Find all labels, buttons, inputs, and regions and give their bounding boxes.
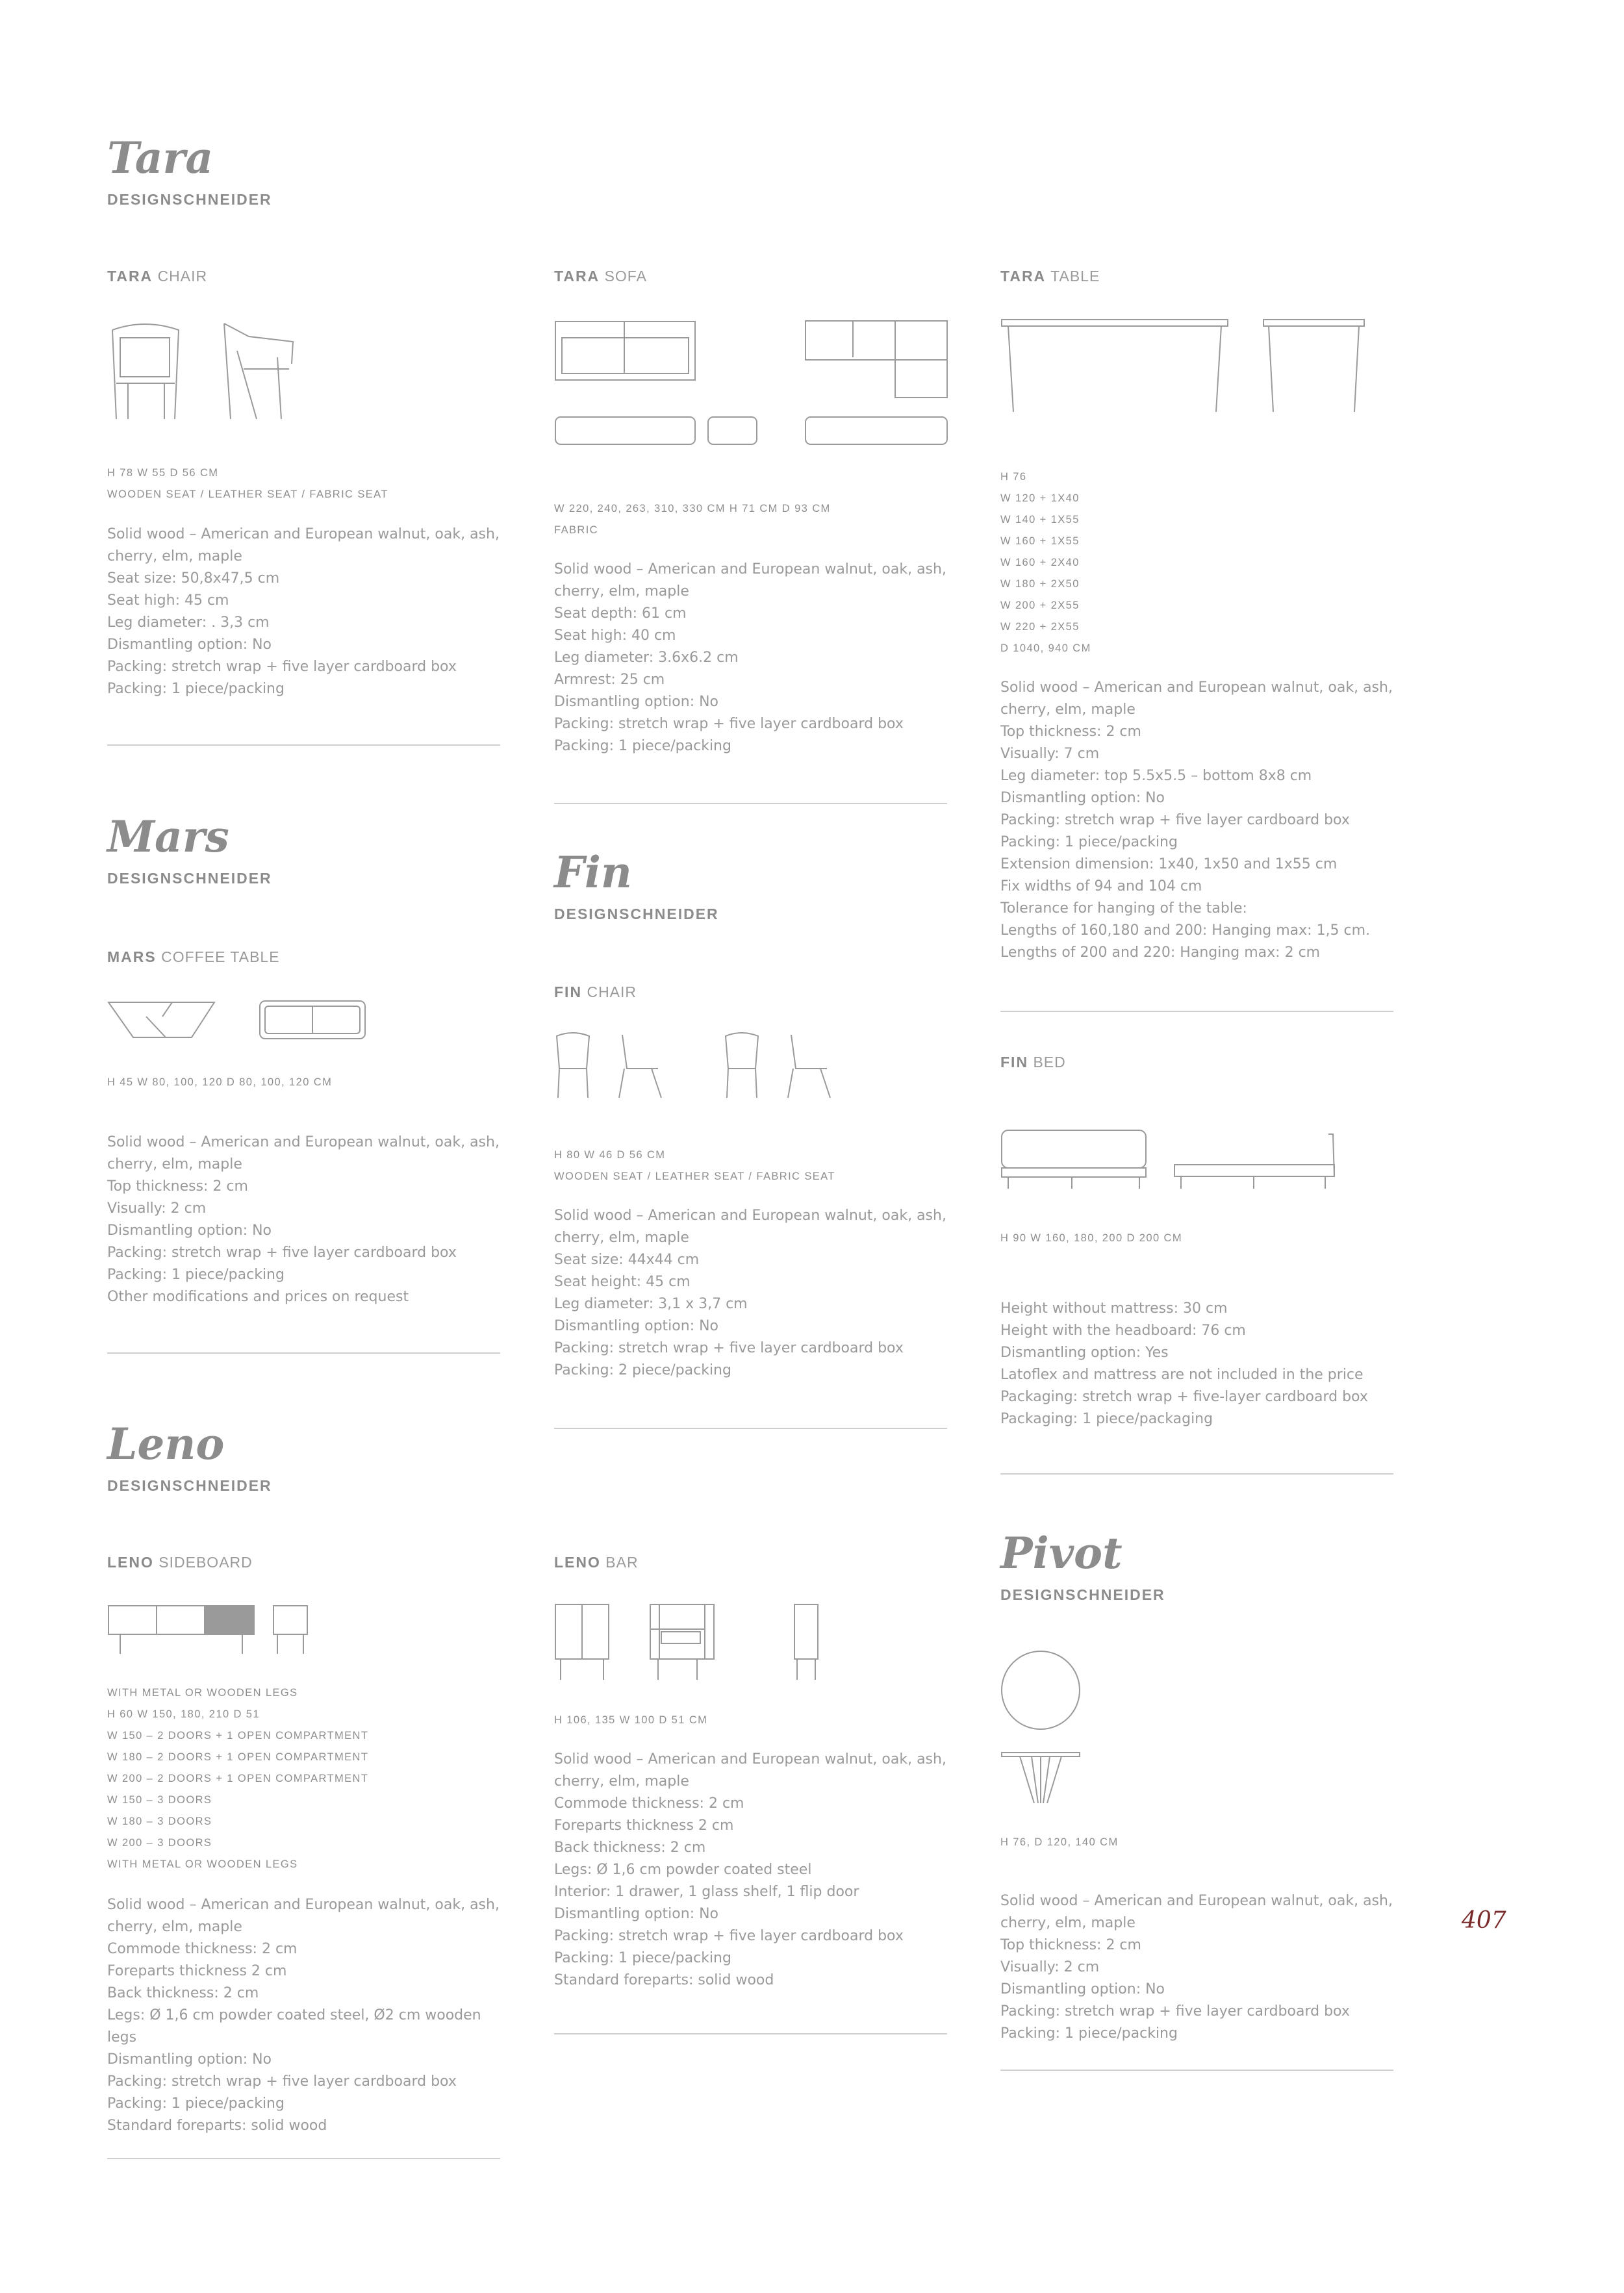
mars-coffee-table-name: MARS COFFEE TABLE — [107, 948, 280, 965]
tara-sofa-block — [554, 268, 947, 285]
spec-line: WITH METAL OR WOODEN LEGS — [107, 1687, 298, 1699]
pivot-table-base — [1020, 1756, 1061, 1803]
bar-door-left — [650, 1604, 659, 1659]
tara-chair-specs — [107, 462, 500, 505]
mars-family-header — [107, 811, 272, 887]
spec-line: H 80 W 46 D 56 CM — [554, 1149, 666, 1161]
mars-brand: DESIGNSCHNEIDER — [107, 870, 272, 887]
divider — [1000, 1473, 1393, 1475]
fin-brand: DESIGNSCHNEIDER — [554, 906, 719, 922]
spec-line: W 160 + 1X55 — [1000, 535, 1080, 547]
pivot-table-desc: Solid wood – American and European walnut, oak, ash, cherry, elm, maple Top thickness: 2 cm Visually: 2 cm Dismantling option: No Packing: stretch wrap + five layer cardboard box Packing: 1 piece/packing — [1000, 1893, 1393, 2042]
spec-line: W 150 – 2 DOORS + 1 OPEN COMPARTMENT — [107, 1730, 369, 1742]
fin-bed-desc: Height without mattress: 30 cm Height with the headboard: 76 cm Dismantling option: Yes Latoflex and mattress are not included in the price Packaging: stretch wrap + five-layer cardboard box Packaging: 1 piece/packaging — [1000, 1300, 1368, 1427]
bed-headboard-view — [1002, 1130, 1146, 1168]
pivot-table-specs — [1000, 1832, 1393, 1853]
tara-chair-block — [107, 268, 500, 285]
divider — [1000, 2070, 1393, 2071]
tara-sofa-desc: Solid wood – American and European walnut, oak, ash, cherry, elm, maple Seat depth: 61 cm Seat high: 40 cm Leg diameter: 3.6x6.2 cm Armrest: 25 cm Dismantling option: No Packing: stretch wrap + five layer cardboard box Packing: 1 piece/packing — [554, 561, 946, 754]
divider — [554, 803, 947, 804]
spec-line: H 60 W 150, 180, 210 D 51 — [107, 1708, 260, 1720]
fin-family-header — [554, 847, 719, 923]
bar-side — [794, 1604, 818, 1659]
tara-chair-name: TARA CHAIR — [107, 268, 208, 285]
leno-bar-drawing — [554, 1603, 827, 1681]
spec-line: W 200 – 2 DOORS + 1 OPEN COMPARTMENT — [107, 1773, 369, 1784]
fin-chair-pair-2 — [726, 1033, 830, 1098]
divider — [107, 744, 500, 746]
chair-side-outline — [224, 323, 293, 419]
tara-table-specs — [1000, 466, 1393, 659]
fin-chair-pair-1 — [557, 1033, 661, 1098]
leno-bar-block — [554, 1554, 947, 1571]
mars-coffee-table-block — [107, 948, 500, 966]
coffee-table-side — [108, 1002, 214, 1037]
page-number: 407 — [1462, 1907, 1506, 1934]
fin-chair-drawing — [554, 1030, 833, 1101]
pivot-family-header — [1000, 1528, 1165, 1604]
pivot-table-drawing — [1000, 1650, 1130, 1806]
spec-line: H 76, D 120, 140 CM — [1000, 1836, 1119, 1848]
sofa-corner-front-view — [806, 417, 947, 444]
fin-bed-drawing — [1000, 1129, 1351, 1194]
tara-table-desc: Solid wood – American and European walnut, oak, ash, cherry, elm, maple Top thickness: 2 cm Visually: 7 cm Leg diameter: top 5.5x5.5 – bottom 8x8 cm Dismantling option: No Packing: stretch wrap + five layer cardboard box Packing: 1 piece/packing Extension dimension: 1x40, 1x50 and 1x55 cm Fix widths of 94 and 104 cm Tolerance for hanging of the table: Lengths of 160,180 and 200: Hanging max: 1,5 cm. Lengths of 200 and 220: Hanging max: 2 cm — [1000, 679, 1393, 961]
fin-chair-specs — [554, 1145, 947, 1187]
table-short-top — [1263, 320, 1364, 326]
fin-chair-block — [554, 983, 947, 1001]
sofa-front-view — [555, 417, 695, 444]
fin-chair-name: FIN CHAIR — [554, 983, 637, 1000]
mars-coffee-table-desc: Solid wood – American and European walnut, oak, ash, cherry, elm, maple Top thickness: 2 cm Visually: 2 cm Dismantling option: No Packing: stretch wrap + five layer cardboard box Packing: 1 piece/packing Other modifications and prices on request — [107, 1134, 500, 1305]
leno-sideboard-name: LENO SIDEBOARD — [107, 1554, 253, 1571]
pivot-table-side-top — [1002, 1753, 1080, 1756]
pivot-title: Pivot — [1000, 1528, 1123, 1578]
spec-line: H 78 W 55 D 56 CM — [107, 467, 219, 479]
spec-line: W 200 + 2X55 — [1000, 600, 1080, 611]
divider — [107, 2158, 500, 2159]
spec-line: WITH METAL OR WOODEN LEGS — [107, 1858, 298, 1870]
spec-line: H 76 — [1000, 471, 1027, 483]
divider — [1000, 1011, 1393, 1012]
spec-line: W 180 + 2X50 — [1000, 578, 1080, 590]
sideboard-side — [273, 1606, 307, 1634]
spec-line: D 1040, 940 CM — [1000, 642, 1091, 654]
spec-line: W 220, 240, 263, 310, 330 CM H 71 CM D 93 CM — [554, 503, 831, 514]
divider — [107, 1352, 500, 1354]
spec-line: W 180 – 2 DOORS + 1 OPEN COMPARTMENT — [107, 1751, 369, 1763]
tara-table-block — [1000, 268, 1393, 285]
leno-bar-specs — [554, 1710, 947, 1731]
tara-chair-desc: Solid wood – American and European walnut, oak, ash, cherry, elm, maple Seat size: 50,8x47,5 cm Seat high: 45 cm Leg diameter: . 3,3 cm Dismantling option: No Packing: stretch wrap + five layer cardboard box Packing: 1 piece/packing — [107, 526, 500, 697]
spec-line: WOODEN SEAT / LEATHER SEAT / FABRIC SEAT — [554, 1171, 835, 1182]
spec-line: W 180 – 3 DOORS — [107, 1816, 212, 1827]
tara-chair-drawing — [107, 318, 302, 422]
leno-bar-desc: Solid wood – American and European walnut, oak, ash, cherry, elm, maple Commode thickness: 2 cm Foreparts thickness 2 cm Back thickness: 2 cm Legs: Ø 1,6 cm powder coated steel Interior: 1 drawer, 1 glass shelf, 1 flip door Dismantling option: No Packing: stretch wrap + five layer cardboard box Packing: 1 piece/packing Standard foreparts: solid wood — [554, 1751, 946, 1988]
sofa-top-view — [555, 322, 695, 380]
spec-line: W 200 – 3 DOORS — [107, 1837, 212, 1849]
tara-table-drawing — [1000, 316, 1377, 413]
tara-brand: DESIGNSCHNEIDER — [107, 191, 272, 208]
spec-line: WOODEN SEAT / LEATHER SEAT / FABRIC SEAT — [107, 488, 388, 500]
sofa-corner-top-view — [806, 321, 947, 360]
leno-brand: DESIGNSCHNEIDER — [107, 1477, 272, 1494]
fin-bed-block — [1000, 1054, 1393, 1071]
tara-sofa-specs — [554, 498, 947, 541]
pivot-brand: DESIGNSCHNEIDER — [1000, 1586, 1165, 1603]
tara-sofa-drawing — [554, 318, 950, 458]
leno-sideboard-drawing — [107, 1604, 315, 1656]
spec-line: H 45 W 80, 100, 120 D 80, 100, 120 CM — [107, 1076, 333, 1088]
fin-bed-name: FIN BED — [1000, 1054, 1066, 1070]
chair-front-seatback — [120, 338, 170, 377]
spec-line: W 160 + 2X40 — [1000, 557, 1080, 568]
mars-coffee-table-drawing — [107, 997, 380, 1043]
spec-line: H 90 W 160, 180, 200 D 200 CM — [1000, 1232, 1182, 1244]
pivot-table-top-view — [1002, 1651, 1080, 1729]
tara-title: Tara — [107, 133, 214, 183]
spec-line: W 220 + 2X55 — [1000, 621, 1080, 633]
divider — [554, 1428, 947, 1429]
tara-family-header — [107, 133, 272, 209]
bar-door-right — [705, 1604, 714, 1659]
spec-line: W 150 – 3 DOORS — [107, 1794, 212, 1806]
leno-sideboard-desc: Solid wood – American and European walnut, oak, ash, cherry, elm, maple Commode thickness: 2 cm Foreparts thickness 2 cm Back thickness: 2 cm Legs: Ø 1,6 cm powder coated steel, Ø2 cm wooden legs Dismantling option: No Packing: stretch wrap + five layer cardboard box Packing: 1 piece/packing Standard foreparts: solid wood — [107, 1897, 500, 2134]
fin-title: Fin — [554, 847, 632, 898]
leno-bar-name: LENO BAR — [554, 1554, 639, 1571]
tara-table-name: TARA TABLE — [1000, 268, 1100, 285]
spec-line: H 106, 135 W 100 D 51 CM — [554, 1714, 708, 1726]
bed-side-view — [1174, 1165, 1334, 1176]
spec-line: W 140 + 1X55 — [1000, 514, 1080, 526]
fin-bed-specs — [1000, 1228, 1393, 1249]
fin-chair-desc: Solid wood – American and European walnut, oak, ash, cherry, elm, maple Seat size: 44x44 cm Seat height: 45 cm Leg diameter: 3,1 x 3,7 cm Dismantling option: No Packing: stretch wrap + five layer cardboard box Packing: 2 piece/packing — [554, 1208, 946, 1378]
leno-title: Leno — [107, 1419, 225, 1469]
tara-sofa-name: TARA SOFA — [554, 268, 647, 285]
mars-coffee-table-specs — [107, 1072, 500, 1093]
leno-sideboard-block — [107, 1554, 500, 1571]
divider — [554, 2033, 947, 2034]
mars-title: Mars — [107, 811, 229, 862]
leno-sideboard-specs — [107, 1682, 500, 1875]
leno-family-header — [107, 1419, 272, 1495]
table-long-top — [1002, 320, 1228, 326]
spec-line: FABRIC — [554, 524, 598, 536]
spec-line: W 120 + 1X40 — [1000, 492, 1080, 504]
sofa-side-view — [708, 417, 757, 444]
